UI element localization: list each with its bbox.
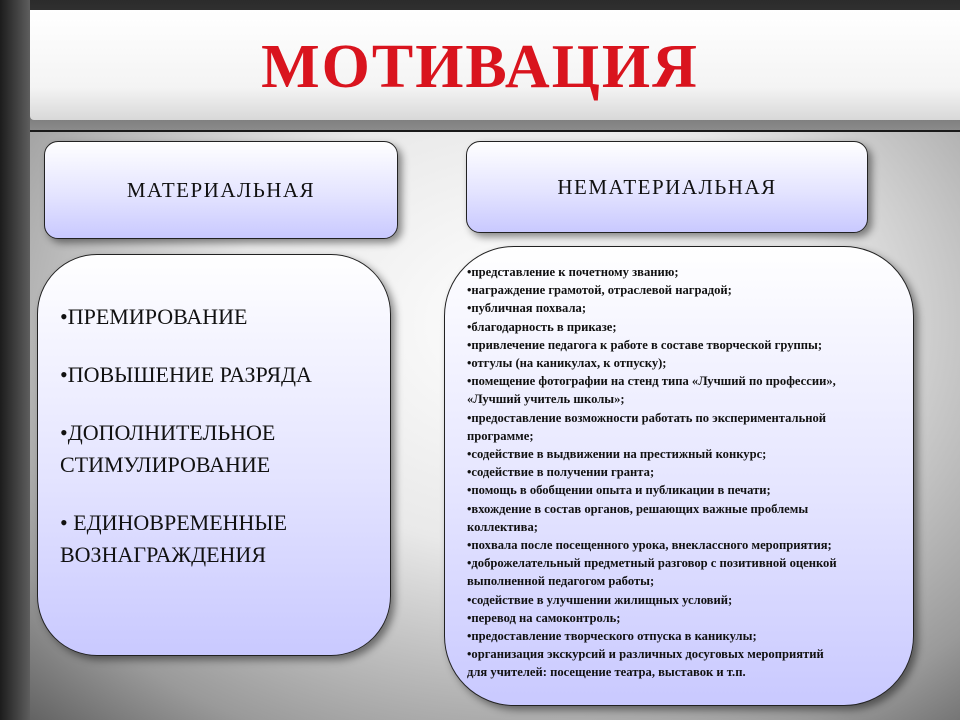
list-item: •привлечение педагога к работе в составе творческой группы; (467, 337, 823, 352)
list-item: •ПРЕМИРОВАНИЕ (60, 304, 248, 329)
list-item: •содействие в получении гранта; (467, 465, 655, 480)
list-item: •организация экскурсий и различных досуговых мероприятий для учителей: посещение театра, выставок и т.п. (467, 647, 824, 680)
nonmaterial-list-panel (444, 246, 914, 706)
nonmaterial-header: НЕМАТЕРИАЛЬНАЯ (557, 174, 777, 199)
list-item: •представление к почетному званию; (467, 265, 679, 279)
nonmaterial-list (467, 263, 907, 682)
list-item: • ЕДИНОВРЕМЕННЫЕ ВОЗНАГРАЖДЕНИЯ (60, 510, 288, 567)
list-item: •содействие в улучшении жилищных условий; (467, 592, 733, 607)
list-item: •вхождение в состав органов, решающих важные проблемы коллектива; (467, 501, 809, 534)
material-header-box (44, 141, 398, 239)
nonmaterial-header-box (466, 141, 868, 233)
list-item: •доброжелательный предметный разговор с позитивной оценкой выполненной педагогом работы; (467, 556, 837, 589)
list-item: •награждение грамотой, отраслевой наградой; (467, 283, 732, 298)
material-list (60, 301, 380, 597)
list-item: •ПОВЫШЕНИЕ РАЗРЯДА (60, 362, 312, 387)
list-item: •отгулы (на каникулах, к отпуску); (467, 356, 667, 371)
page-title: МОТИВАЦИЯ (261, 33, 699, 101)
list-item: •помощь в обобщении опыта и публикации в печати; (467, 483, 771, 498)
list-item: •ДОПОЛНИТЕЛЬНОЕ СТИМУЛИРОВАНИЕ (60, 420, 276, 477)
left-frame (0, 0, 30, 720)
list-item: •благодарность в приказе; (467, 319, 617, 334)
list-item: •публичная похвала; (467, 301, 587, 316)
list-item: •предоставление возможности работать по экспериментальной программе; (467, 410, 827, 443)
list-item: •перевод на самоконтроль; (467, 610, 621, 625)
list-item: •содействие в выдвижении на престижный конкурс; (467, 447, 767, 462)
material-header: МАТЕРИАЛЬНАЯ (126, 177, 316, 202)
list-item: •предоставление творческого отпуска в каникулы; (467, 629, 757, 644)
list-item: •похвала после посещенного урока, внеклассного мероприятия; (467, 538, 832, 553)
list-item: •помещение фотографии на стенд типа «Лучший по профессии», «Лучший учитель школы»; (467, 374, 836, 407)
material-list-panel (37, 254, 391, 656)
